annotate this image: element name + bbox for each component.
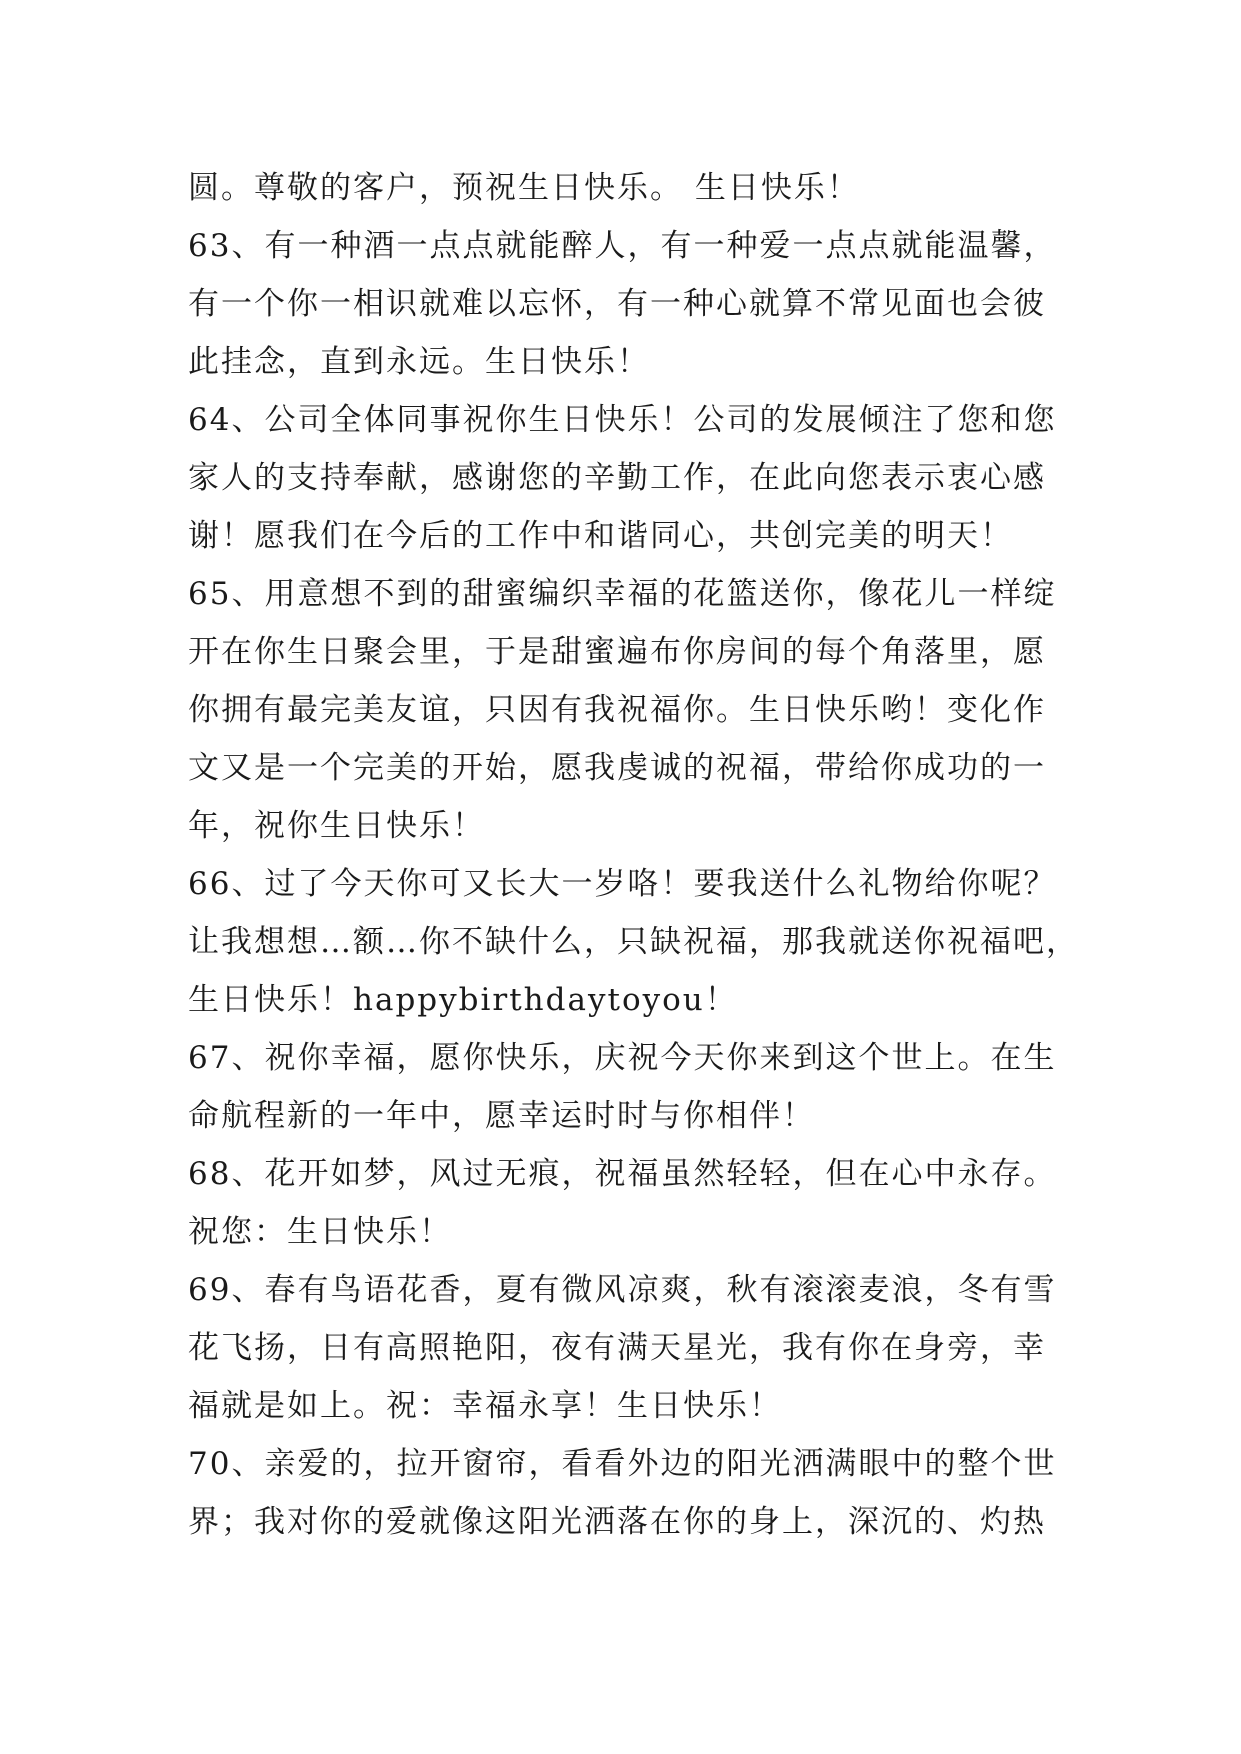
- text-line: 界；我对你的爱就像这阳光洒落在你的身上，深沉的、灼热: [188, 1504, 1046, 1540]
- text-line: 命航程新的一年中，愿幸运时时与你相伴！: [188, 1098, 815, 1134]
- text-line: 花飞扬，日有高照艳阳，夜有满天星光，我有你在身旁，幸: [188, 1330, 1046, 1366]
- text-line: 祝您：生日快乐！: [188, 1214, 452, 1250]
- text-line: 70、亲爱的，拉开窗帘，看看外边的阳光洒满眼中的整个世: [188, 1446, 1057, 1482]
- text-line: 生日快乐！happybirthdaytoyou！: [188, 982, 738, 1018]
- text-line: 此挂念，直到永远。生日快乐！: [188, 344, 650, 380]
- text-line: 文又是一个完美的开始，愿我虔诚的祝福，带给你成功的一: [188, 750, 1046, 786]
- text-line: 年，祝你生日快乐！: [188, 808, 485, 844]
- text-line: 开在你生日聚会里，于是甜蜜遍布你房间的每个角落里，愿: [188, 634, 1046, 670]
- text-line: 你拥有最完美友谊，只因有我祝福你。生日快乐哟！变化作: [188, 692, 1046, 728]
- text-line: 68、花开如梦，风过无痕，祝福虽然轻轻，但在心中永存。: [188, 1156, 1057, 1192]
- text-line: 圆。尊敬的客户，预祝生日快乐。 生日快乐！: [188, 170, 860, 206]
- text-line: 66、过了今天你可又长大一岁咯！要我送什么礼物给你呢？: [188, 866, 1057, 902]
- text-line: 69、春有鸟语花香，夏有微风凉爽，秋有滚滚麦浪，冬有雪: [188, 1272, 1057, 1308]
- text-line: 谢！愿我们在今后的工作中和谐同心，共创完美的明天！: [188, 518, 1013, 554]
- text-line: 63、有一种酒一点点就能醉人，有一种爱一点点就能温馨，: [188, 228, 1057, 264]
- text-line: 福就是如上。祝：幸福永享！生日快乐！: [188, 1388, 782, 1424]
- text-line: 让我想想…额…你不缺什么，只缺祝福，那我就送你祝福吧，: [188, 924, 1079, 960]
- document-body: [188, 159, 1088, 1551]
- text-line: 有一个你一相识就难以忘怀，有一种心就算不常见面也会彼: [188, 286, 1046, 322]
- text-line: 65、用意想不到的甜蜜编织幸福的花篮送你，像花儿一样绽: [188, 576, 1057, 612]
- text-line: 家人的支持奉献，感谢您的辛勤工作，在此向您表示衷心感: [188, 460, 1046, 496]
- text-line: 64、公司全体同事祝你生日快乐！公司的发展倾注了您和您: [188, 402, 1057, 438]
- text-line: 67、祝你幸福，愿你快乐，庆祝今天你来到这个世上。在生: [188, 1040, 1057, 1076]
